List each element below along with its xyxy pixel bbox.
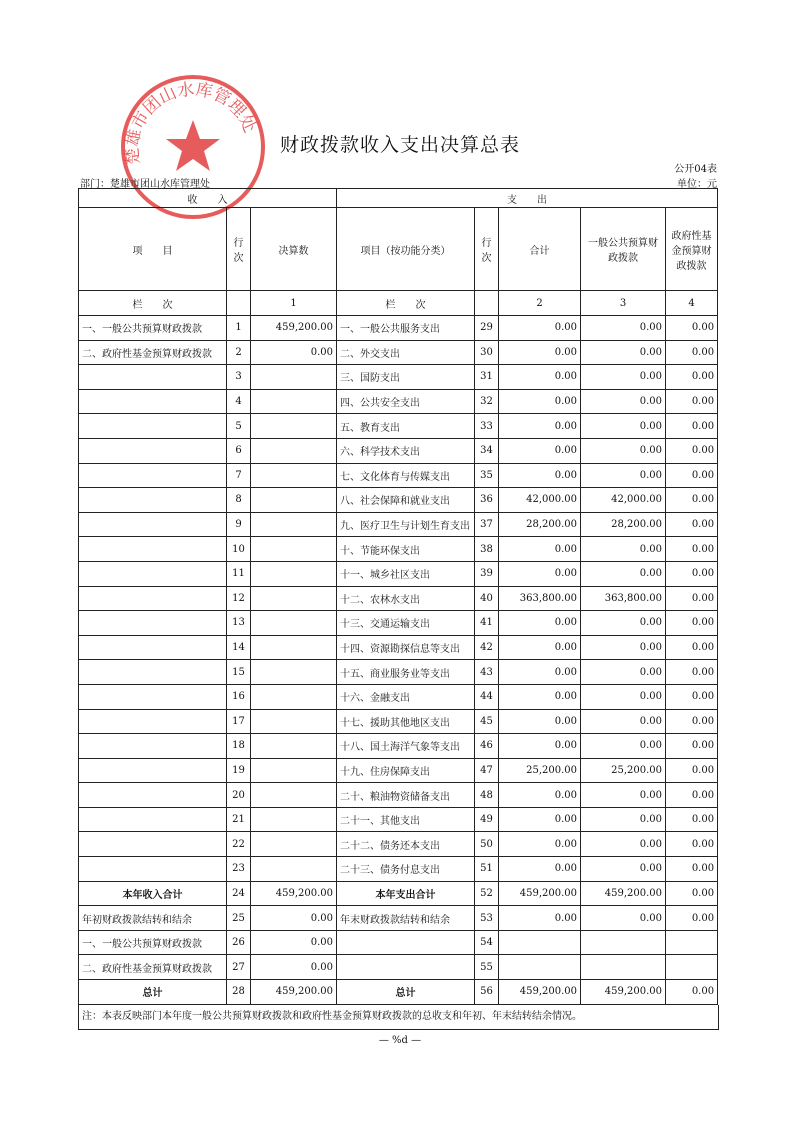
index-2: 2 bbox=[499, 291, 581, 316]
expense-total: 363,800.00 bbox=[499, 586, 581, 611]
income-item bbox=[79, 832, 227, 857]
col-expense-item: 项目（按功能分类） bbox=[337, 208, 475, 291]
expense-group-header: 支 出 bbox=[337, 189, 718, 208]
table-row bbox=[79, 684, 718, 709]
expense-total: 0.00 bbox=[499, 438, 581, 463]
expense-fund: 0.00 bbox=[666, 684, 718, 709]
income-item bbox=[79, 389, 227, 414]
table-row bbox=[79, 561, 718, 586]
expense-fund: 0.00 bbox=[666, 463, 718, 488]
expense-item: 十六、金融支出 bbox=[337, 684, 475, 709]
table-row bbox=[79, 316, 718, 341]
expense-general: 0.00 bbox=[581, 684, 666, 709]
expense-total: 0.00 bbox=[499, 365, 581, 390]
income-line: 14 bbox=[227, 635, 251, 660]
expense-line: 53 bbox=[475, 906, 499, 931]
income-item bbox=[79, 586, 227, 611]
expense-fund: 0.00 bbox=[666, 857, 718, 882]
expense-total: 0.00 bbox=[499, 832, 581, 857]
expense-total: 0.00 bbox=[499, 807, 581, 832]
income-group-header: 收 入 bbox=[79, 189, 337, 208]
expense-item: 十一、城乡社区支出 bbox=[337, 561, 475, 586]
index-empty bbox=[227, 291, 251, 316]
table-row bbox=[79, 635, 718, 660]
expense-total: 0.00 bbox=[499, 660, 581, 685]
income-item bbox=[79, 561, 227, 586]
table-row bbox=[79, 660, 718, 685]
income-item bbox=[79, 758, 227, 783]
expense-total: 0.00 bbox=[499, 463, 581, 488]
expense-item: 二十、粮油物资储备支出 bbox=[337, 783, 475, 808]
table-row bbox=[79, 463, 718, 488]
expense-item: 本年支出合计 bbox=[337, 881, 475, 906]
expense-total bbox=[499, 930, 581, 955]
income-amount bbox=[251, 586, 337, 611]
expense-general: 0.00 bbox=[581, 832, 666, 857]
expense-total: 0.00 bbox=[499, 611, 581, 636]
table-row bbox=[79, 930, 718, 955]
expense-total: 0.00 bbox=[499, 684, 581, 709]
expense-general: 0.00 bbox=[581, 906, 666, 931]
income-amount bbox=[251, 684, 337, 709]
expense-general: 459,200.00 bbox=[581, 881, 666, 906]
expense-total: 42,000.00 bbox=[499, 488, 581, 513]
income-line: 27 bbox=[227, 955, 251, 980]
expense-general: 0.00 bbox=[581, 635, 666, 660]
expense-line: 50 bbox=[475, 832, 499, 857]
table-row bbox=[79, 758, 718, 783]
expense-line: 42 bbox=[475, 635, 499, 660]
expense-general: 28,200.00 bbox=[581, 512, 666, 537]
income-item bbox=[79, 414, 227, 439]
expense-fund: 0.00 bbox=[666, 340, 718, 365]
income-line: 5 bbox=[227, 414, 251, 439]
expense-fund: 0.00 bbox=[666, 980, 718, 1005]
table-row bbox=[79, 980, 718, 1005]
income-amount bbox=[251, 611, 337, 636]
income-amount bbox=[251, 807, 337, 832]
income-item bbox=[79, 807, 227, 832]
expense-line: 37 bbox=[475, 512, 499, 537]
income-amount bbox=[251, 832, 337, 857]
index-1: 1 bbox=[251, 291, 337, 316]
expense-fund: 0.00 bbox=[666, 438, 718, 463]
income-item bbox=[79, 537, 227, 562]
expense-total: 0.00 bbox=[499, 340, 581, 365]
expense-total: 25,200.00 bbox=[499, 758, 581, 783]
income-line: 2 bbox=[227, 340, 251, 365]
expense-line: 52 bbox=[475, 881, 499, 906]
expense-fund: 0.00 bbox=[666, 783, 718, 808]
expense-line: 46 bbox=[475, 734, 499, 759]
table-row bbox=[79, 955, 718, 980]
expense-general: 0.00 bbox=[581, 340, 666, 365]
expense-item: 七、文化体育与传媒支出 bbox=[337, 463, 475, 488]
income-amount: 459,200.00 bbox=[251, 316, 337, 341]
table-note: 注：本表反映部门本年度一般公共预算财政拨款和政府性基金预算财政拨款的总收支和年初、年末结转结余情况。 bbox=[78, 1005, 719, 1030]
expense-general: 0.00 bbox=[581, 660, 666, 685]
income-item bbox=[79, 512, 227, 537]
income-amount bbox=[251, 463, 337, 488]
expense-item: 八、社会保障和就业支出 bbox=[337, 488, 475, 513]
income-amount bbox=[251, 488, 337, 513]
expense-fund: 0.00 bbox=[666, 611, 718, 636]
table-row bbox=[79, 807, 718, 832]
expense-fund: 0.00 bbox=[666, 660, 718, 685]
income-item: 二、政府性基金预算财政拨款 bbox=[79, 340, 227, 365]
expense-fund: 0.00 bbox=[666, 316, 718, 341]
table-row bbox=[79, 881, 718, 906]
expense-line: 39 bbox=[475, 561, 499, 586]
expense-total: 0.00 bbox=[499, 316, 581, 341]
income-line: 19 bbox=[227, 758, 251, 783]
expense-item: 十九、住房保障支出 bbox=[337, 758, 475, 783]
expense-fund: 0.00 bbox=[666, 488, 718, 513]
column-index-row bbox=[79, 291, 718, 316]
expense-item: 总计 bbox=[337, 980, 475, 1005]
expense-general: 0.00 bbox=[581, 783, 666, 808]
income-item: 一、一般公共预算财政拨款 bbox=[79, 930, 227, 955]
expense-item: 二十一、其他支出 bbox=[337, 807, 475, 832]
income-line: 8 bbox=[227, 488, 251, 513]
table-row bbox=[79, 488, 718, 513]
income-amount bbox=[251, 389, 337, 414]
expense-fund: 0.00 bbox=[666, 881, 718, 906]
expense-item bbox=[337, 955, 475, 980]
income-amount: 0.00 bbox=[251, 340, 337, 365]
income-line: 9 bbox=[227, 512, 251, 537]
col-expense-line: 行次 bbox=[475, 208, 499, 291]
income-amount bbox=[251, 758, 337, 783]
expense-line: 49 bbox=[475, 807, 499, 832]
income-amount: 0.00 bbox=[251, 955, 337, 980]
expense-fund: 0.00 bbox=[666, 365, 718, 390]
expense-item: 十二、农林水支出 bbox=[337, 586, 475, 611]
expense-item: 十、节能环保支出 bbox=[337, 537, 475, 562]
col-income-item: 项 目 bbox=[79, 208, 227, 291]
income-item: 二、政府性基金预算财政拨款 bbox=[79, 955, 227, 980]
expense-line: 40 bbox=[475, 586, 499, 611]
income-line: 22 bbox=[227, 832, 251, 857]
table-row bbox=[79, 512, 718, 537]
seal-text: 楚雄市团山水库管理处 bbox=[122, 79, 260, 166]
expense-fund: 0.00 bbox=[666, 758, 718, 783]
income-line: 1 bbox=[227, 316, 251, 341]
expense-general: 0.00 bbox=[581, 463, 666, 488]
expense-line: 32 bbox=[475, 389, 499, 414]
income-item bbox=[79, 660, 227, 685]
expense-fund bbox=[666, 955, 718, 980]
unit-label: 单位：元 bbox=[677, 179, 717, 190]
income-amount bbox=[251, 660, 337, 685]
expense-item: 二十三、债务付息支出 bbox=[337, 857, 475, 882]
department-label: 部门：楚雄市团山水库管理处 bbox=[80, 179, 210, 190]
income-item: 本年收入合计 bbox=[79, 881, 227, 906]
expense-total: 0.00 bbox=[499, 561, 581, 586]
expense-fund: 0.00 bbox=[666, 586, 718, 611]
income-line: 25 bbox=[227, 906, 251, 931]
income-amount bbox=[251, 438, 337, 463]
expense-line: 34 bbox=[475, 438, 499, 463]
expense-fund: 0.00 bbox=[666, 807, 718, 832]
expense-fund: 0.00 bbox=[666, 414, 718, 439]
expense-total bbox=[499, 955, 581, 980]
expense-line: 45 bbox=[475, 709, 499, 734]
expense-item: 一、一般公共服务支出 bbox=[337, 316, 475, 341]
income-item bbox=[79, 783, 227, 808]
table-row bbox=[79, 438, 718, 463]
expense-line: 47 bbox=[475, 758, 499, 783]
expense-general: 25,200.00 bbox=[581, 758, 666, 783]
expense-item bbox=[337, 930, 475, 955]
expense-item: 二十二、债务还本支出 bbox=[337, 832, 475, 857]
expense-general: 0.00 bbox=[581, 389, 666, 414]
expense-item: 十七、援助其他地区支出 bbox=[337, 709, 475, 734]
table-row bbox=[79, 906, 718, 931]
expense-item: 十五、商业服务业等支出 bbox=[337, 660, 475, 685]
expense-general: 0.00 bbox=[581, 365, 666, 390]
expense-line: 48 bbox=[475, 783, 499, 808]
income-item bbox=[79, 684, 227, 709]
income-amount: 0.00 bbox=[251, 930, 337, 955]
income-item bbox=[79, 709, 227, 734]
expense-line: 54 bbox=[475, 930, 499, 955]
expense-item: 二、外交支出 bbox=[337, 340, 475, 365]
expense-total: 459,200.00 bbox=[499, 881, 581, 906]
income-line: 26 bbox=[227, 930, 251, 955]
expense-line: 41 bbox=[475, 611, 499, 636]
expense-fund: 0.00 bbox=[666, 537, 718, 562]
income-item bbox=[79, 635, 227, 660]
expense-item: 九、医疗卫生与计划生育支出 bbox=[337, 512, 475, 537]
income-item: 一、一般公共预算财政拨款 bbox=[79, 316, 227, 341]
expense-general bbox=[581, 930, 666, 955]
expense-item: 十四、资源勘探信息等支出 bbox=[337, 635, 475, 660]
expense-total: 0.00 bbox=[499, 389, 581, 414]
expense-total: 0.00 bbox=[499, 635, 581, 660]
expense-fund: 0.00 bbox=[666, 635, 718, 660]
index-expense-label: 栏 次 bbox=[337, 291, 475, 316]
income-item bbox=[79, 488, 227, 513]
income-line: 10 bbox=[227, 537, 251, 562]
expense-total: 0.00 bbox=[499, 734, 581, 759]
expense-item: 十三、交通运输支出 bbox=[337, 611, 475, 636]
expense-total: 0.00 bbox=[499, 906, 581, 931]
income-line: 21 bbox=[227, 807, 251, 832]
col-income-line: 行次 bbox=[227, 208, 251, 291]
page-number: — %d — bbox=[378, 1035, 422, 1046]
table-row bbox=[79, 365, 718, 390]
budget-summary-table bbox=[78, 188, 718, 1005]
index-4: 4 bbox=[666, 291, 718, 316]
expense-fund: 0.00 bbox=[666, 709, 718, 734]
col-income-amount: 决算数 bbox=[251, 208, 337, 291]
col-total: 合计 bbox=[499, 208, 581, 291]
income-amount bbox=[251, 512, 337, 537]
expense-general: 0.00 bbox=[581, 857, 666, 882]
income-item bbox=[79, 463, 227, 488]
income-amount bbox=[251, 635, 337, 660]
income-amount bbox=[251, 857, 337, 882]
expense-line: 56 bbox=[475, 980, 499, 1005]
expense-fund: 0.00 bbox=[666, 389, 718, 414]
expense-total: 0.00 bbox=[499, 709, 581, 734]
income-line: 11 bbox=[227, 561, 251, 586]
expense-general: 0.00 bbox=[581, 438, 666, 463]
expense-line: 30 bbox=[475, 340, 499, 365]
income-amount bbox=[251, 783, 337, 808]
form-number: 公开04表 bbox=[674, 164, 717, 175]
income-item bbox=[79, 365, 227, 390]
income-amount bbox=[251, 365, 337, 390]
table-row bbox=[79, 414, 718, 439]
table-row bbox=[79, 783, 718, 808]
income-amount bbox=[251, 414, 337, 439]
expense-item: 六、科学技术支出 bbox=[337, 438, 475, 463]
expense-total: 0.00 bbox=[499, 857, 581, 882]
expense-fund: 0.00 bbox=[666, 906, 718, 931]
income-line: 6 bbox=[227, 438, 251, 463]
income-item: 总计 bbox=[79, 980, 227, 1005]
expense-total: 0.00 bbox=[499, 783, 581, 808]
expense-line: 43 bbox=[475, 660, 499, 685]
expense-line: 29 bbox=[475, 316, 499, 341]
income-amount bbox=[251, 709, 337, 734]
index-label: 栏 次 bbox=[79, 291, 227, 316]
expense-item: 年末财政拨款结转和结余 bbox=[337, 906, 475, 931]
income-line: 3 bbox=[227, 365, 251, 390]
expense-general: 459,200.00 bbox=[581, 980, 666, 1005]
expense-general: 0.00 bbox=[581, 414, 666, 439]
expense-general: 0.00 bbox=[581, 734, 666, 759]
expense-line: 35 bbox=[475, 463, 499, 488]
expense-total: 0.00 bbox=[499, 537, 581, 562]
group-header-row bbox=[79, 189, 718, 208]
index-empty bbox=[475, 291, 499, 316]
income-line: 13 bbox=[227, 611, 251, 636]
expense-line: 36 bbox=[475, 488, 499, 513]
expense-total: 0.00 bbox=[499, 414, 581, 439]
income-item bbox=[79, 857, 227, 882]
income-line: 16 bbox=[227, 684, 251, 709]
expense-general: 0.00 bbox=[581, 709, 666, 734]
expense-general: 0.00 bbox=[581, 561, 666, 586]
income-item bbox=[79, 611, 227, 636]
expense-item: 三、国防支出 bbox=[337, 365, 475, 390]
income-line: 17 bbox=[227, 709, 251, 734]
table-row bbox=[79, 857, 718, 882]
income-line: 28 bbox=[227, 980, 251, 1005]
index-3: 3 bbox=[581, 291, 666, 316]
expense-fund: 0.00 bbox=[666, 561, 718, 586]
income-line: 12 bbox=[227, 586, 251, 611]
expense-general: 0.00 bbox=[581, 316, 666, 341]
expense-total: 459,200.00 bbox=[499, 980, 581, 1005]
expense-item: 四、公共安全支出 bbox=[337, 389, 475, 414]
income-line: 23 bbox=[227, 857, 251, 882]
expense-item: 十八、国土海洋气象等支出 bbox=[337, 734, 475, 759]
expense-line: 51 bbox=[475, 857, 499, 882]
income-line: 20 bbox=[227, 783, 251, 808]
table-row bbox=[79, 537, 718, 562]
income-amount bbox=[251, 734, 337, 759]
expense-general: 0.00 bbox=[581, 537, 666, 562]
expense-line: 44 bbox=[475, 684, 499, 709]
expense-total: 28,200.00 bbox=[499, 512, 581, 537]
expense-general: 42,000.00 bbox=[581, 488, 666, 513]
income-amount bbox=[251, 561, 337, 586]
expense-general: 0.00 bbox=[581, 807, 666, 832]
income-line: 18 bbox=[227, 734, 251, 759]
income-amount bbox=[251, 537, 337, 562]
income-line: 24 bbox=[227, 881, 251, 906]
income-amount: 459,200.00 bbox=[251, 881, 337, 906]
expense-line: 55 bbox=[475, 955, 499, 980]
table-row bbox=[79, 734, 718, 759]
table-row bbox=[79, 611, 718, 636]
income-line: 15 bbox=[227, 660, 251, 685]
table-row bbox=[79, 832, 718, 857]
income-line: 4 bbox=[227, 389, 251, 414]
expense-item: 五、教育支出 bbox=[337, 414, 475, 439]
col-fund-budget: 政府性基金预算财政拨款 bbox=[666, 208, 718, 291]
expense-fund: 0.00 bbox=[666, 832, 718, 857]
income-line: 7 bbox=[227, 463, 251, 488]
income-amount: 459,200.00 bbox=[251, 980, 337, 1005]
expense-line: 31 bbox=[475, 365, 499, 390]
income-item: 年初财政拨款结转和结余 bbox=[79, 906, 227, 931]
table-row bbox=[79, 340, 718, 365]
expense-fund: 0.00 bbox=[666, 734, 718, 759]
table-row bbox=[79, 709, 718, 734]
expense-line: 38 bbox=[475, 537, 499, 562]
expense-fund bbox=[666, 930, 718, 955]
table-row bbox=[79, 389, 718, 414]
income-item bbox=[79, 734, 227, 759]
expense-general bbox=[581, 955, 666, 980]
income-amount: 0.00 bbox=[251, 906, 337, 931]
expense-general: 363,800.00 bbox=[581, 586, 666, 611]
column-header-row bbox=[79, 208, 718, 291]
income-item bbox=[79, 438, 227, 463]
expense-fund: 0.00 bbox=[666, 512, 718, 537]
page-title: 财政拨款收入支出决算总表 bbox=[279, 134, 520, 156]
expense-general: 0.00 bbox=[581, 611, 666, 636]
expense-line: 33 bbox=[475, 414, 499, 439]
table-row bbox=[79, 586, 718, 611]
col-general-budget: 一般公共预算财政拨款 bbox=[581, 208, 666, 291]
